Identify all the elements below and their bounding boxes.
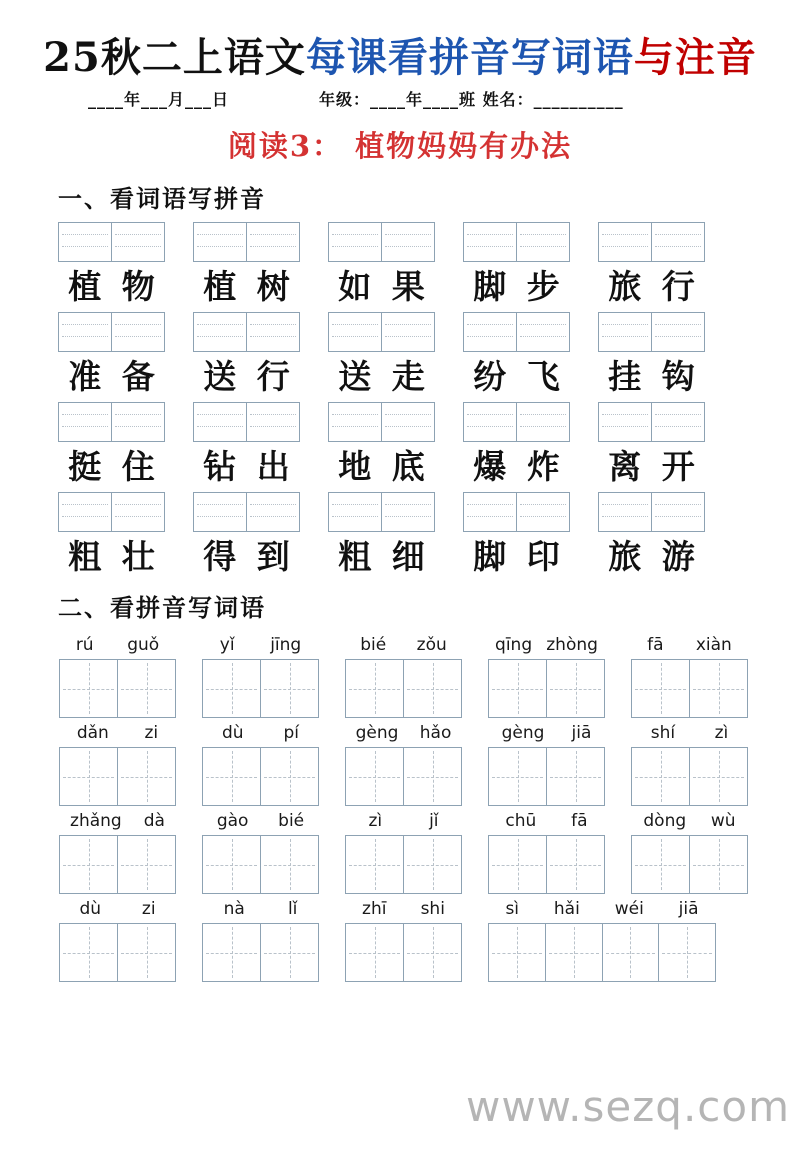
pinyin-label <box>488 897 716 919</box>
hanzi-write-cell <box>689 660 747 717</box>
hanzi-write-box <box>202 747 319 806</box>
hanzi-write-cell <box>489 748 546 805</box>
word-group <box>58 402 165 489</box>
hanzi-char: 植 <box>203 267 237 306</box>
pinyin-syllable: chū <box>505 811 537 831</box>
date-blank-line: ____年___月___日 <box>88 90 230 109</box>
hanzi-char: 挂 <box>608 357 642 396</box>
pinyin-write-box <box>598 312 705 352</box>
pinyin-syllable: shí <box>650 723 676 743</box>
hanzi-write-cell <box>689 836 747 893</box>
pinyin-label <box>345 633 462 655</box>
word-group <box>598 222 705 309</box>
word-group <box>193 312 300 399</box>
word-row <box>58 492 800 579</box>
hanzi-char: 纷 <box>473 357 507 396</box>
hanzi-write-box <box>59 747 176 806</box>
hanzi-char: 出 <box>256 447 290 486</box>
pinyin-label <box>59 897 176 919</box>
hanzi-write-box <box>488 835 605 894</box>
pinyin-write-box <box>58 402 165 442</box>
hanzi-write-cell <box>545 924 602 981</box>
hanzi-write-cell <box>60 836 117 893</box>
hanzi-write-box <box>345 923 462 982</box>
word-group <box>463 312 570 399</box>
pinyin-write-cell <box>599 403 651 441</box>
pinyin-syllable: wéi <box>614 899 644 919</box>
pinyin-write-cell <box>194 313 246 351</box>
pinyin-write-cell <box>111 223 164 261</box>
pinyin-syllable: gèng <box>501 723 545 743</box>
word-group <box>193 222 300 309</box>
pinyin-write-box <box>463 312 570 352</box>
hanzi-char: 旅 <box>608 267 642 306</box>
hanzi-char: 果 <box>391 267 425 306</box>
pinyin-syllable: dǎn <box>76 723 109 743</box>
hanzi-write-cell <box>632 836 689 893</box>
hanzi-char: 挺 <box>68 447 102 486</box>
hanzi-write-cell <box>117 748 175 805</box>
pinyin-syllable: wù <box>710 811 736 831</box>
word-label <box>328 535 435 579</box>
hanzi-write-cell <box>260 748 318 805</box>
hanzi-write-box <box>488 747 605 806</box>
word-label <box>598 355 705 399</box>
hanzi-char: 如 <box>338 267 372 306</box>
word-group <box>58 312 165 399</box>
pinyin-write-cell <box>111 493 164 531</box>
hanzi-write-cell <box>203 660 260 717</box>
word-group <box>328 402 435 489</box>
hanzi-char: 开 <box>661 447 695 486</box>
pinyin-syllable: dà <box>143 811 165 831</box>
hanzi-write-box <box>202 835 319 894</box>
hanzi-char: 壮 <box>121 537 155 576</box>
hanzi-write-box <box>631 659 748 718</box>
hanzi-char: 飞 <box>526 357 560 396</box>
hanzi-write-cell <box>60 660 117 717</box>
word-label <box>463 265 570 309</box>
word-label <box>58 355 165 399</box>
hanzi-write-cell <box>546 836 604 893</box>
pinyin-label <box>631 721 748 743</box>
pinyin-write-cell <box>651 223 704 261</box>
pinyin-write-cell <box>59 223 111 261</box>
hanzi-write-cell <box>260 836 318 893</box>
pinyin-write-cell <box>516 493 569 531</box>
word-group <box>328 312 435 399</box>
word-label <box>598 265 705 309</box>
pinyin-syllable: dòng <box>643 811 687 831</box>
pinyin-syllable: hǎo <box>419 723 452 743</box>
pinyin-group <box>345 633 462 718</box>
pinyin-syllable: yǐ <box>219 635 235 655</box>
pinyin-label <box>345 809 462 831</box>
pinyin-write-box <box>193 492 300 532</box>
pinyin-group <box>631 809 748 894</box>
pinyin-label <box>631 809 748 831</box>
pinyin-label <box>202 633 319 655</box>
word-group <box>58 492 165 579</box>
hanzi-char: 备 <box>121 357 155 396</box>
pinyin-write-cell <box>599 493 651 531</box>
pinyin-label <box>488 721 605 743</box>
pinyin-group <box>202 633 319 718</box>
word-label <box>598 535 705 579</box>
pinyin-write-cell <box>246 223 299 261</box>
pinyin-write-cell <box>464 313 516 351</box>
hanzi-write-cell <box>117 836 175 893</box>
pinyin-group <box>631 721 748 806</box>
word-group <box>463 402 570 489</box>
pinyin-write-box <box>58 312 165 352</box>
pinyin-label <box>345 721 462 743</box>
hanzi-write-box <box>488 659 605 718</box>
pinyin-write-cell <box>381 313 434 351</box>
pinyin-syllable: fā <box>571 811 588 831</box>
pinyin-write-box <box>328 492 435 532</box>
word-label <box>328 265 435 309</box>
pinyin-syllable: rú <box>75 635 94 655</box>
hanzi-write-cell <box>346 748 403 805</box>
word-group <box>598 402 705 489</box>
hanzi-char: 炸 <box>526 447 560 486</box>
hanzi-write-cell <box>632 748 689 805</box>
hanzi-write-cell <box>489 660 546 717</box>
pinyin-write-cell <box>246 403 299 441</box>
pinyin-syllable: zhī <box>362 899 387 919</box>
pinyin-write-cell <box>599 313 651 351</box>
word-label <box>598 445 705 489</box>
hanzi-char: 底 <box>391 447 425 486</box>
hanzi-write-cell <box>346 836 403 893</box>
pinyin-group <box>202 897 319 982</box>
hanzi-write-box <box>631 747 748 806</box>
pinyin-write-cell <box>246 313 299 351</box>
pinyin-group <box>202 809 319 894</box>
hanzi-write-cell <box>60 924 117 981</box>
pinyin-write-cell <box>329 313 381 351</box>
hanzi-char: 送 <box>203 357 237 396</box>
hanzi-char: 离 <box>608 447 642 486</box>
pinyin-label <box>488 809 605 831</box>
pinyin-syllable: shi <box>420 899 445 919</box>
pinyin-group <box>202 721 319 806</box>
pinyin-syllable: zhòng <box>546 635 598 655</box>
hanzi-write-cell <box>260 660 318 717</box>
pinyin-write-cell <box>651 313 704 351</box>
pinyin-write-box <box>328 402 435 442</box>
pinyin-write-cell <box>246 493 299 531</box>
pinyin-syllable: jǐ <box>429 811 439 831</box>
hanzi-char: 走 <box>391 357 425 396</box>
word-group <box>193 402 300 489</box>
pinyin-label <box>345 897 462 919</box>
grade-name-blank-line: 年级：____年____班 姓名：__________ <box>319 90 624 109</box>
pinyin-row <box>59 809 800 894</box>
hanzi-write-cell <box>260 924 318 981</box>
pinyin-group <box>345 721 462 806</box>
hanzi-write-cell <box>203 748 260 805</box>
pinyin-write-box <box>58 492 165 532</box>
word-row <box>58 222 800 309</box>
hanzi-write-cell <box>489 836 546 893</box>
hanzi-write-box <box>345 659 462 718</box>
pinyin-row <box>59 721 800 806</box>
word-label <box>463 355 570 399</box>
pinyin-write-box <box>328 222 435 262</box>
pinyin-syllable: qīng <box>495 635 533 655</box>
pinyin-label <box>202 809 319 831</box>
pinyin-write-box <box>193 312 300 352</box>
word-row <box>58 312 800 399</box>
word-group <box>58 222 165 309</box>
word-group <box>463 492 570 579</box>
hanzi-write-cell <box>403 836 461 893</box>
pinyin-write-cell <box>329 403 381 441</box>
hanzi-char: 准 <box>68 357 102 396</box>
hanzi-write-box <box>345 835 462 894</box>
word-label <box>58 265 165 309</box>
pinyin-syllable: nà <box>223 899 245 919</box>
pinyin-syllable: fā <box>647 635 664 655</box>
pinyin-write-box <box>598 492 705 532</box>
hanzi-char: 到 <box>256 537 290 576</box>
pinyin-write-cell <box>516 403 569 441</box>
pinyin-write-cell <box>381 403 434 441</box>
word-group <box>328 222 435 309</box>
hanzi-write-cell <box>203 836 260 893</box>
word-label <box>463 535 570 579</box>
hanzi-write-cell <box>403 748 461 805</box>
pinyin-syllable: pí <box>283 723 300 743</box>
pinyin-write-cell <box>464 493 516 531</box>
hanzi-write-box <box>59 923 176 982</box>
pinyin-label <box>59 809 176 831</box>
pinyin-write-cell <box>111 403 164 441</box>
hanzi-write-cell <box>203 924 260 981</box>
hanzi-write-box <box>59 835 176 894</box>
hanzi-char: 钩 <box>661 357 695 396</box>
pinyin-write-cell <box>651 493 704 531</box>
pinyin-write-box <box>328 312 435 352</box>
word-group <box>598 312 705 399</box>
pinyin-group <box>488 809 605 894</box>
pinyin-write-box <box>193 402 300 442</box>
word-label <box>193 445 300 489</box>
pinyin-write-box <box>58 222 165 262</box>
word-label <box>328 445 435 489</box>
pinyin-row <box>59 633 800 718</box>
hanzi-char: 印 <box>526 537 560 576</box>
pinyin-write-cell <box>381 223 434 261</box>
pinyin-syllable: bié <box>278 811 305 831</box>
meta-row <box>0 88 800 112</box>
hanzi-write-box <box>631 835 748 894</box>
pinyin-syllable: jiā <box>571 723 592 743</box>
pinyin-syllable: zì <box>368 811 383 831</box>
pinyin-group <box>59 809 176 894</box>
pinyin-syllable: zǒu <box>416 635 447 655</box>
hanzi-write-cell <box>602 924 659 981</box>
word-group <box>193 492 300 579</box>
pinyin-syllable: guǒ <box>127 635 160 655</box>
pinyin-syllable: dù <box>221 723 244 743</box>
pinyin-group <box>488 633 605 718</box>
pinyin-syllable: jīng <box>270 635 302 655</box>
word-label <box>193 265 300 309</box>
pinyin-label <box>59 633 176 655</box>
pinyin-write-cell <box>464 223 516 261</box>
pinyin-group <box>59 721 176 806</box>
hanzi-write-cell <box>60 748 117 805</box>
section1-rows <box>0 222 800 579</box>
title-segment-black: 25秋二上语文 <box>43 34 306 81</box>
hanzi-write-box <box>345 747 462 806</box>
watermark-text: www.sezq.com <box>465 1082 790 1131</box>
word-label <box>193 535 300 579</box>
pinyin-syllable: sì <box>505 899 520 919</box>
pinyin-write-cell <box>651 403 704 441</box>
word-group <box>463 222 570 309</box>
hanzi-char: 粗 <box>338 537 372 576</box>
pinyin-write-cell <box>111 313 164 351</box>
pinyin-syllable: jiā <box>678 899 699 919</box>
section2-heading: 二、看拼音写词语 <box>58 593 266 622</box>
pinyin-syllable: bié <box>360 635 387 655</box>
hanzi-char: 脚 <box>473 267 507 306</box>
pinyin-syllable: lǐ <box>287 899 298 919</box>
hanzi-char: 物 <box>121 267 155 306</box>
lesson-subtitle: 阅读3： 植物妈妈有办法 <box>227 129 573 163</box>
pinyin-group <box>59 897 176 982</box>
section1-heading: 一、看词语写拼音 <box>58 184 266 213</box>
word-label <box>58 535 165 579</box>
hanzi-write-cell <box>546 748 604 805</box>
hanzi-write-cell <box>403 924 461 981</box>
hanzi-write-cell <box>117 660 175 717</box>
pinyin-syllable: zì <box>714 723 729 743</box>
hanzi-write-cell <box>346 924 403 981</box>
pinyin-write-box <box>598 402 705 442</box>
hanzi-write-cell <box>689 748 747 805</box>
pinyin-row <box>59 897 800 982</box>
pinyin-syllable: xiàn <box>695 635 732 655</box>
pinyin-write-cell <box>329 223 381 261</box>
page-title <box>0 32 800 84</box>
hanzi-write-cell <box>403 660 461 717</box>
word-group <box>328 492 435 579</box>
pinyin-syllable: hǎi <box>553 899 580 919</box>
title-segment-red: 与注音 <box>633 34 757 81</box>
hanzi-write-box <box>59 659 176 718</box>
section2-rows <box>0 633 800 982</box>
pinyin-group <box>488 721 605 806</box>
pinyin-group <box>59 633 176 718</box>
hanzi-char: 爆 <box>473 447 507 486</box>
hanzi-char: 植 <box>68 267 102 306</box>
pinyin-write-cell <box>516 313 569 351</box>
hanzi-char: 游 <box>661 537 695 576</box>
word-label <box>328 355 435 399</box>
hanzi-char: 行 <box>661 267 695 306</box>
hanzi-char: 住 <box>121 447 155 486</box>
pinyin-group <box>345 809 462 894</box>
pinyin-label <box>202 897 319 919</box>
hanzi-write-cell <box>546 660 604 717</box>
pinyin-group <box>631 633 748 718</box>
word-label <box>58 445 165 489</box>
pinyin-label <box>631 633 748 655</box>
pinyin-syllable: zhǎng <box>70 811 122 831</box>
pinyin-write-cell <box>464 403 516 441</box>
pinyin-syllable: dù <box>79 899 102 919</box>
title-segment-blue: 每课看拼音写词语 <box>305 34 634 81</box>
pinyin-write-box <box>463 402 570 442</box>
word-label <box>193 355 300 399</box>
pinyin-syllable: zi <box>144 723 159 743</box>
pinyin-write-box <box>598 222 705 262</box>
pinyin-write-box <box>463 222 570 262</box>
hanzi-char: 得 <box>203 537 237 576</box>
hanzi-char: 钻 <box>203 447 237 486</box>
word-row <box>58 402 800 489</box>
hanzi-write-cell <box>346 660 403 717</box>
hanzi-char: 脚 <box>473 537 507 576</box>
hanzi-write-cell <box>117 924 175 981</box>
pinyin-write-cell <box>59 493 111 531</box>
hanzi-write-cell <box>489 924 545 981</box>
pinyin-write-cell <box>194 493 246 531</box>
hanzi-char: 步 <box>526 267 560 306</box>
hanzi-char: 行 <box>256 357 290 396</box>
pinyin-write-cell <box>194 403 246 441</box>
pinyin-label <box>202 721 319 743</box>
hanzi-write-box <box>202 923 319 982</box>
pinyin-write-box <box>193 222 300 262</box>
pinyin-write-cell <box>599 223 651 261</box>
hanzi-char: 粗 <box>68 537 102 576</box>
pinyin-write-cell <box>329 493 381 531</box>
pinyin-group <box>345 897 462 982</box>
pinyin-write-cell <box>59 313 111 351</box>
pinyin-syllable: zi <box>141 899 156 919</box>
pinyin-write-box <box>463 492 570 532</box>
word-group <box>598 492 705 579</box>
worksheet-page <box>0 32 800 1163</box>
pinyin-write-cell <box>381 493 434 531</box>
hanzi-char: 送 <box>338 357 372 396</box>
pinyin-write-cell <box>59 403 111 441</box>
pinyin-label <box>59 721 176 743</box>
pinyin-syllable: gèng <box>355 723 399 743</box>
hanzi-write-box <box>202 659 319 718</box>
hanzi-char: 细 <box>391 537 425 576</box>
hanzi-write-box <box>488 923 716 982</box>
pinyin-write-cell <box>194 223 246 261</box>
hanzi-char: 旅 <box>608 537 642 576</box>
pinyin-syllable: gào <box>216 811 249 831</box>
hanzi-char: 树 <box>256 267 290 306</box>
pinyin-group <box>488 897 716 982</box>
hanzi-write-cell <box>632 660 689 717</box>
hanzi-write-cell <box>658 924 715 981</box>
hanzi-char: 地 <box>338 447 372 486</box>
pinyin-write-cell <box>516 223 569 261</box>
word-label <box>463 445 570 489</box>
pinyin-label <box>488 633 605 655</box>
